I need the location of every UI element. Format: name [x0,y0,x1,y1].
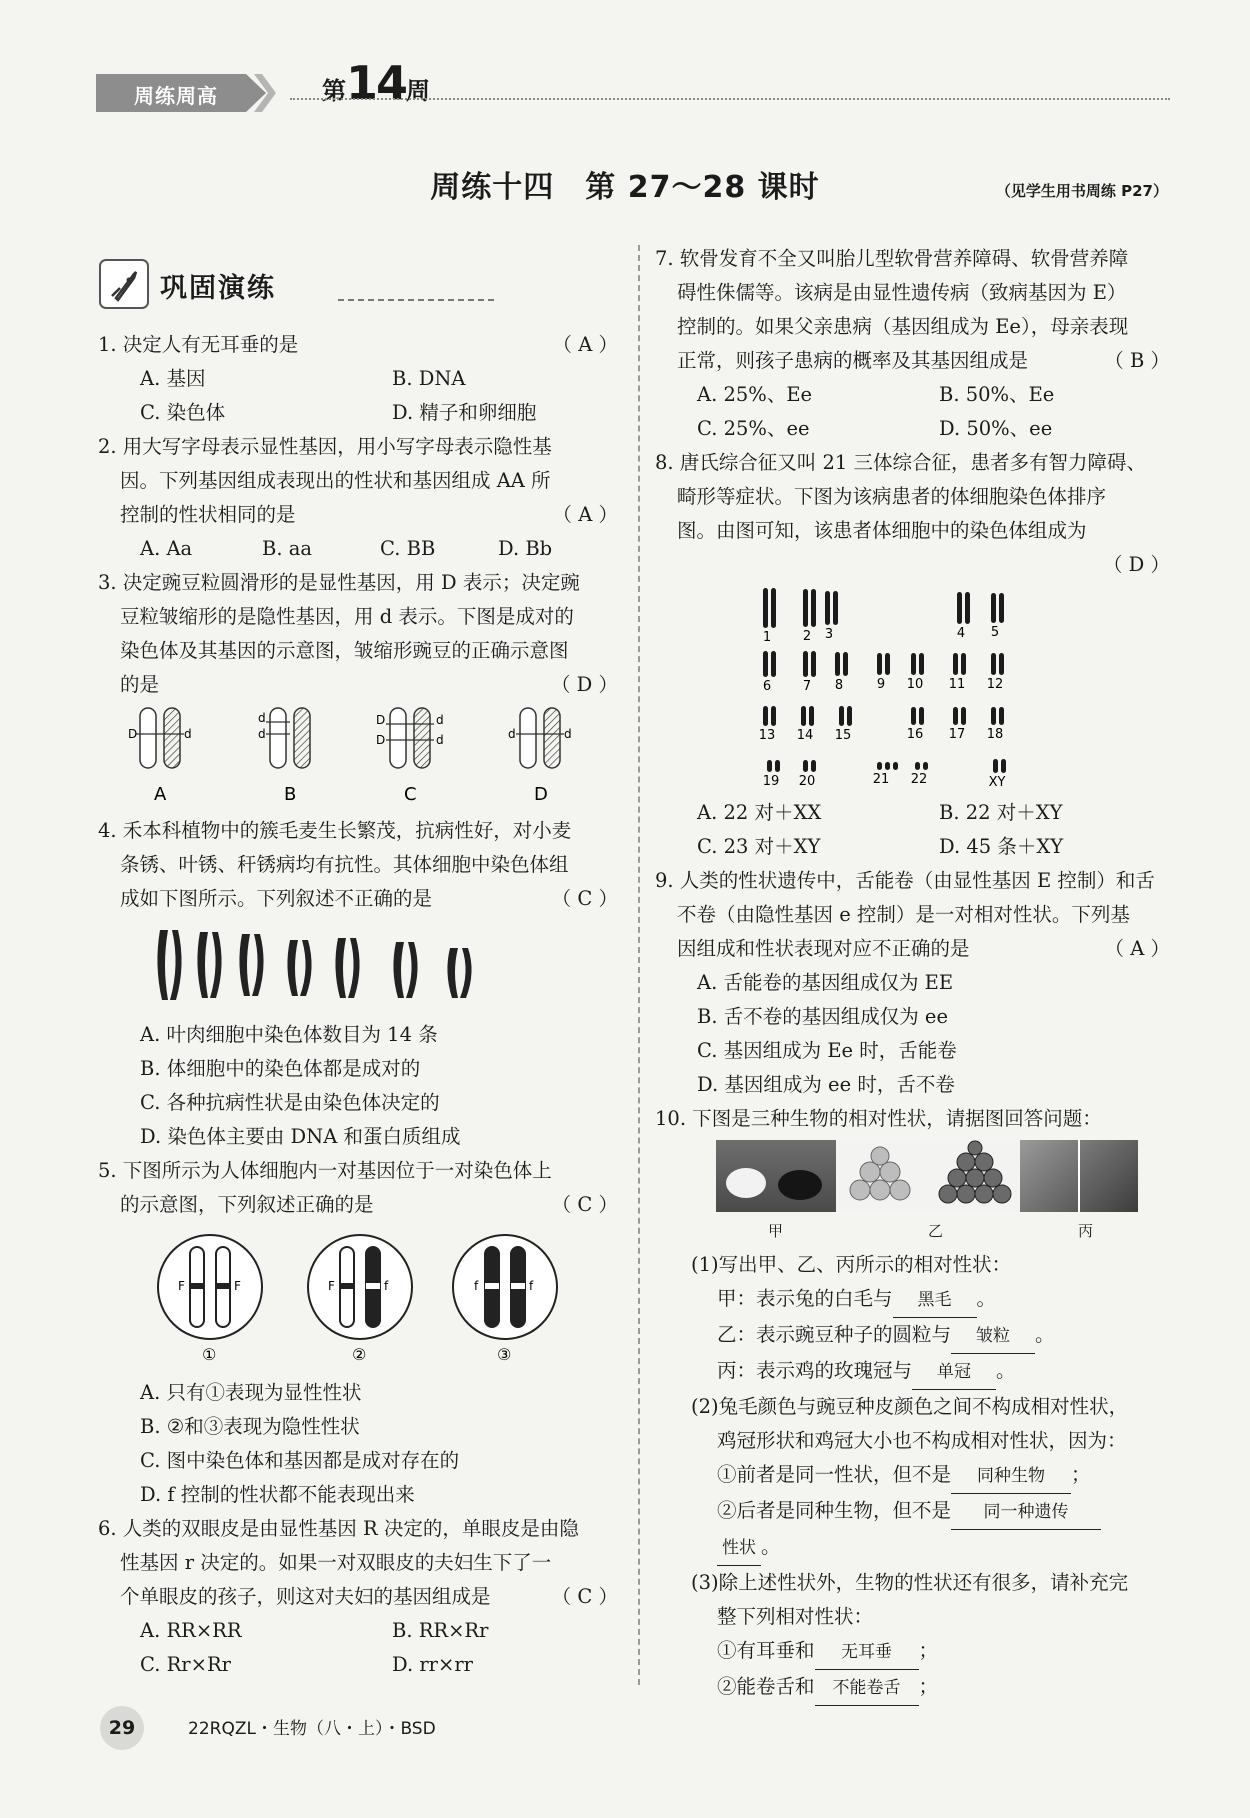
page-title: 周练十四 第 27～28 课时 [430,170,820,205]
svg-text:F: F [234,1279,241,1293]
chromosome-pair-1 [763,588,776,645]
q8-options-row2: C. 23 对＋XY D. 45 条＋XY [697,835,1064,858]
q4-option-b: B. 体细胞中的染色体都是成对的 [140,1057,421,1080]
q5-option-d: D. f 控制的性状都不能表现出来 [140,1483,415,1506]
svg-text:F: F [328,1279,335,1293]
q5-option-b: B. ②和③表现为隐性性状 [140,1415,360,1438]
q3-stem-2: 豆粒皱缩形的是隐性基因，用 d 表示。下图是成对的 [120,605,574,628]
q7-options-row1: A. 25%、Ee B. 50%、Ee [697,383,1055,406]
chromosome-number-label: 4 [956,626,966,641]
left-column-q5-q6 [98,1376,618,1682]
q3-label-d: D [534,784,548,805]
q10-e-cont: 性状 。 [655,1530,1170,1566]
q10-part3-1: (3)除上述性状外，生物的性状还有很多，请补充完 [691,1571,1129,1594]
chromosome-number-label: 13 [758,728,776,743]
q8-stem-3: 图。由图可知，该患者体细胞中的染色体组成为 [677,519,1087,542]
q3-option-d-chromosomes [508,708,572,768]
chromosome-number-label: 10 [906,677,924,692]
q10-c: 丙：表示鸡的玫瑰冠与 单冠 。 [655,1354,1170,1390]
q8-options-row1: A. 22 对＋XX B. 22 对＋XY [697,801,1063,824]
header-rule [290,98,1170,100]
q3-figure [120,700,600,810]
q5-label-2: ② [352,1345,367,1364]
chromosome-pair-13 [759,706,776,743]
q10-e: ②后者是同种生物，但不是 同一种遗传 [655,1494,1170,1530]
q3-c-gene-2: D [376,733,386,747]
q10-a: 甲：表示兔的白毛与 黑毛 。 [655,1282,1170,1318]
q1-options-row2: C. 染色体 D. 精子和卵细胞 [140,401,537,424]
chromosome-pair-20 [799,760,816,788]
q3-option-c-chromosomes [376,708,444,768]
section-banner [98,258,498,310]
chromosome-pair-18 [987,707,1004,742]
q10-f: ①有耳垂和 无耳垂 ； [655,1634,1170,1670]
q10-e-answer: 同一种遗传 [951,1495,1101,1530]
chromosome-number-label: 22 [910,772,928,787]
chromosome-pair-11 [949,653,966,692]
chromosome-pair-22 [911,762,928,787]
q8-answer: （ D ） [1102,553,1170,576]
chromosome-pair-6 [763,651,776,694]
chromosome-pair-10 [907,653,924,692]
rabbit-photo [716,1140,836,1212]
q5-figure [150,1232,570,1372]
q7-stem-2: 碍性侏儒等。该病是由显性遗传病（致病基因为 E） [677,281,1127,304]
q3-stem: 3. 决定豌豆粒圆滑形的是显性基因，用 D 表示；决定豌 [98,571,580,594]
chromosome-pair-17 [949,707,966,742]
chromosome-number-label: XY [988,775,1006,788]
chromosome-pair-19 [763,760,780,788]
q10-g: ②能卷舌和 不能卷舌 ； [655,1670,1170,1706]
q4-option-c: C. 各种抗病性状是由染色体决定的 [140,1091,440,1114]
q3-b-gene-2: d [258,727,266,741]
chromosome-pair-21 [873,762,898,787]
chromosome-number-label: 14 [796,728,814,743]
q3-d-gene-left: d [508,727,516,741]
chromosome-number-label: 21 [872,772,890,787]
chromosome-number-label: 2 [802,629,812,644]
q3-label-c: C [404,784,417,805]
q4-option-d: D. 染色体主要由 DNA 和蛋白质组成 [140,1125,461,1148]
q10-part2-2: 鸡冠形状和鸡冠大小也不构成相对性状，因为： [717,1429,1127,1452]
chromosome-number-label: 19 [762,774,780,788]
q10-e-answer-2: 性状 [717,1531,761,1566]
chromosome-pair-15 [835,706,852,743]
page-number: 29 [100,1706,144,1750]
chromosome-number-label: 6 [762,679,772,694]
q10-d: ①前者是同一性状，但不是 同种生物 ； [655,1458,1170,1494]
q10-part2-1: (2)兔毛颜色与豌豆种皮颜色之间不构成相对性状， [691,1395,1129,1418]
chromosome-number-label: 18 [986,727,1004,742]
q10-g-answer: 不能卷舌 [815,1671,919,1706]
chromosome-pair-14 [797,706,814,743]
q5-option-a: A. 只有①表现为显性性状 [140,1381,362,1404]
chromosome-number-label: 1 [762,630,772,645]
svg-text:f: f [529,1279,534,1293]
chromosome-number-label: 8 [834,678,844,693]
chromosome-pair-8 [835,652,848,693]
chromosome-number-label: 7 [802,679,812,694]
rooster-comb-photo [1020,1140,1138,1212]
q9-option-a: A. 舌能卷的基因组成仅为 EE [697,971,954,994]
chromosome-pair-16 [907,707,924,742]
q3-option-a-chromosomes [128,708,192,768]
chromosome-pair-3 [825,591,838,642]
q5-cell-2 [308,1235,412,1364]
q5-label-1: ① [202,1345,217,1364]
chromosome-pair-2 [803,589,816,644]
left-column-q4-options [98,1018,618,1222]
left-column-q4 [98,814,618,916]
section-banner-title: 巩固演练 [160,273,276,304]
q4-stem-3: 成如下图所示。下列叙述不正确的是 （ C ） [120,887,618,910]
footer-code: 22RQZL・生物（八・上）・BSD [188,1719,436,1739]
q4-stem-2: 条锈、叶锈、秆锈病均有抗性。其体细胞中染色体组 [120,853,569,876]
photo-label-jia: 甲 [768,1222,784,1240]
q3-a-gene-right: d [184,727,192,741]
q9-stem: 9. 人类的性状遗传中，舌能卷（由显性基因 E 控制）和舌 [655,869,1155,892]
svg-text:f: f [384,1279,389,1293]
right-column-q10 [655,1248,1170,1706]
right-column [655,242,1170,582]
q9-option-c: C. 基因组成为 Ee 时，舌能卷 [697,1039,957,1062]
q2-stem-2: 因。下列基因组成表现出的性状和基因组成 AA 所 [120,469,551,492]
q6-stem: 6. 人类的双眼皮是由显性基因 R 决定的，单眼皮是由隐 [98,1517,579,1540]
q5-stem: 5. 下图所示为人体细胞内一对基因位于一对染色体上 [98,1159,552,1182]
q7-options-row2: C. 25%、ee D. 50%、ee [697,417,1053,440]
q3-c-gene-3: d [436,713,444,727]
q8-stem: 8. 唐氏综合征又叫 21 三体综合征，患者多有智力障碍、 [655,451,1147,474]
q9-stem-2: 不卷（由隐性基因 e 控制）是一对相对性状。下列基 [677,903,1130,926]
column-divider [638,245,640,1685]
q10-d-answer: 同种生物 [951,1459,1071,1494]
chromosome-pair-XY [989,759,1006,788]
header-tab [96,74,276,112]
chromosome-pair-5 [991,593,1004,640]
q10-part1: (1)写出甲、乙、丙所示的相对性状： [691,1253,1012,1276]
q2-stem: 2. 用大写字母表示显性基因，用小写字母表示隐性基 [98,435,552,458]
q2-stem-3: 控制的性状相同的是 （ A ） [120,503,618,526]
q9-stem-3: 因组成和性状表现对应不正确的是 （ A ） [677,937,1170,960]
q10-f-answer: 无耳垂 [815,1635,919,1670]
chromosome-number-label: 17 [948,727,966,742]
chromosome-pair-9 [877,653,890,692]
chromosome-pair-12 [987,653,1004,692]
q7-stem: 7. 软骨发育不全又叫胎儿型软骨营养障碍、软骨营养障 [655,247,1129,270]
q5-cell-3 [453,1235,557,1364]
chromosome-number-label: 15 [834,728,852,743]
chromosome-number-label: 16 [906,727,924,742]
chromosome-number-label: 20 [798,774,816,788]
q5-label-3: ③ [497,1345,512,1364]
q3-c-gene-1: D [376,713,386,727]
q4-option-a: A. 叶肉细胞中染色体数目为 14 条 [140,1023,438,1046]
q6-options-row1: A. RR×RR B. RR×Rr [140,1619,489,1642]
q3-d-gene-right: d [564,727,572,741]
svg-text:F: F [178,1279,185,1293]
header-tab-label: 周练周高 [134,84,218,108]
left-column [98,328,618,702]
rocket-icon [98,258,498,310]
q2-options: A. Aa B. aa C. BB D. Bb [140,537,553,560]
chromosome-number-label: 3 [824,627,834,642]
q3-label-a: A [154,784,167,805]
q3-option-b-chromosomes [258,708,310,768]
photo-label-bing: 丙 [1078,1222,1094,1240]
q3-stem-3: 染色体及其基因的示意图，皱缩形豌豆的正确示意图 [120,639,569,662]
q7-stem-4: 正常，则孩子患病的概率及其基因组成是 （ B ） [677,349,1170,372]
chromosome-number-label: 12 [986,677,1004,692]
book-reference: （见学生用书周练 P27） [995,182,1168,200]
q9-option-d: D. 基因组成为 ee 时，舌不卷 [697,1073,955,1096]
q3-c-gene-4: d [436,733,444,747]
chromosome-number-label: 11 [948,677,966,692]
q5-cell-1 [158,1235,262,1364]
q3-a-gene-left: D [128,727,138,741]
chromosome-number-label: 5 [990,625,1000,640]
q9-option-b: B. 舌不卷的基因组成仅为 ee [697,1005,949,1028]
pea-photo [840,1140,1018,1212]
q4-stem: 4. 禾本科植物中的簇毛麦生长繁茂，抗病性好，对小麦 [98,819,572,842]
photo-label-yi: 乙 [928,1222,944,1240]
q10-b: 乙：表示豌豆种子的圆粒与 皱粒 。 [655,1318,1170,1354]
chromosome-pair-4 [957,592,970,641]
pea-seeds-icon [840,1140,1018,1212]
week-label: 第14周 [322,56,431,110]
q10-b-answer: 皱粒 [951,1319,1035,1354]
q5-option-c: C. 图中染色体和基因都是成对存在的 [140,1449,460,1472]
q6-stem-2: 性基因 r 决定的。如果一对双眼皮的夫妇生下了一 [120,1551,552,1574]
q1-options-row1: A. 基因 B. DNA [140,367,466,390]
q10-c-answer: 单冠 [912,1355,996,1390]
q1-stem: 1. 决定人有无耳垂的是 （ A ） [98,333,618,356]
chromosome-number-label: 9 [876,677,886,692]
q8-karyotype-figure [740,588,1080,788]
q6-options-row2: C. Rr×Rr D. rr×rr [140,1653,473,1676]
q8-stem-2: 畸形等症状。下图为该病患者的体细胞染色体排序 [677,485,1107,508]
q10-a-answer: 黑毛 [893,1283,977,1318]
chromosome-pair-7 [803,651,816,694]
q10-part3-2: 整下列相对性状： [717,1605,874,1628]
svg-text:f: f [474,1279,479,1293]
q5-stem-2: 的示意图，下列叙述正确的是 （ C ） [120,1193,618,1216]
right-column-q8-q9 [655,796,1170,1136]
q10-stem: 10. 下图是三种生物的相对性状，请据图回答问题： [655,1107,1102,1130]
q3-stem-4: 的是 （ D ） [120,673,618,696]
q3-label-b: B [284,784,297,805]
q4-chromosome-figure [150,920,550,1010]
q7-stem-3: 控制的。如果父亲患病（基因组成为 Ee），母亲表现 [677,315,1129,338]
q6-stem-3: 个单眼皮的孩子，则这对夫妇的基因组成是 （ C ） [120,1585,618,1608]
q3-b-gene-1: d [258,711,266,725]
